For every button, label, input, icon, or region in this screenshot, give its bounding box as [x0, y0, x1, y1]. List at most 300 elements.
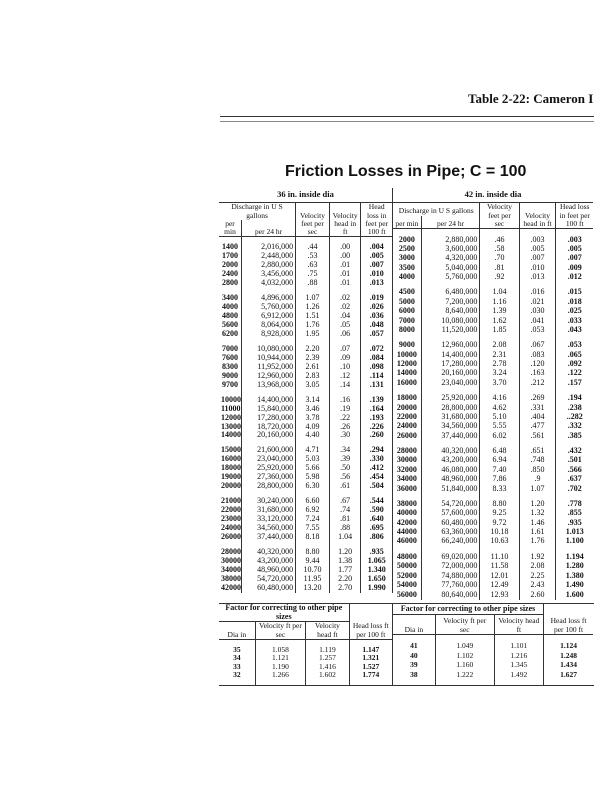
factor-cell: 1.434 [544, 660, 593, 670]
factor-cell: 1.101 [494, 641, 543, 651]
table-cell: .88 [296, 279, 330, 288]
velocity-head-header: Velocity head in ft [329, 203, 361, 237]
table-cell: .260 [361, 431, 393, 440]
table-cell: 51,840,000 [421, 484, 480, 493]
factor-cell: 1.248 [544, 651, 593, 661]
factor-head-loss-header: Head loss ft per 100 ft [544, 604, 593, 635]
table-cell: 6.48 [480, 447, 519, 456]
table-cell: 12.49 [480, 580, 519, 589]
correction-factor-table [393, 604, 593, 686]
table-row [393, 254, 593, 263]
page-title: Friction Losses in Pipe; C = 100 [285, 163, 527, 180]
head-loss-header: Head loss in feet per 100 ft [361, 203, 393, 237]
table-row [219, 431, 393, 440]
table-cell: 6000 [398, 306, 415, 316]
table-row [219, 330, 393, 339]
table-cell: 1.61 [519, 528, 556, 537]
table-cell: 48,960,000 [421, 475, 480, 484]
table-cell: 7.86 [480, 475, 519, 484]
table-cell: 7000 [222, 343, 239, 353]
table-cell: .501 [556, 456, 593, 465]
table-cell: 12.01 [480, 571, 519, 580]
table-cell: .26 [329, 423, 361, 432]
table-cell: .007 [361, 261, 393, 270]
table-cell: 54,720,000 [242, 575, 296, 584]
table-cell: 11000 [221, 403, 241, 413]
factor-cell: 1.049 [435, 641, 494, 651]
table-cell: 30000 [221, 555, 241, 565]
table-cell: 5,040,000 [421, 263, 480, 272]
table-cell: 11.10 [480, 552, 519, 561]
table-cell: .00 [329, 243, 361, 252]
table-cell: .05 [329, 321, 361, 330]
table-cell: .778 [556, 499, 593, 508]
table-cell: 9.25 [480, 509, 519, 518]
table-cell: .935 [556, 518, 593, 527]
factor-header: Velocity ft per sec [435, 614, 494, 634]
friction-loss-tables [219, 188, 594, 686]
table-cell: .012 [556, 273, 593, 282]
table-cell: 72,000,000 [421, 562, 480, 571]
table-row [219, 533, 393, 542]
table-cell: 2.20 [296, 345, 330, 354]
table-cell: .53 [296, 252, 330, 261]
factor-cell: 1.119 [306, 646, 349, 654]
table-cell: 3.14 [296, 396, 330, 405]
table-cell: .041 [519, 316, 556, 325]
table-cell: .098 [361, 363, 393, 372]
table-row [393, 509, 593, 518]
table-cell: 1.16 [480, 297, 519, 306]
table-cell: 1.62 [480, 316, 519, 325]
factor-cell: 1.190 [255, 663, 306, 671]
table-cell: 77,760,000 [421, 580, 480, 589]
table-cell: .30 [329, 431, 361, 440]
table-cell: 25,920,000 [421, 394, 480, 403]
table-cell: .010 [519, 263, 556, 272]
table-cell: 1.380 [556, 571, 593, 580]
table-cell: .003 [519, 235, 556, 244]
table-cell: .61 [329, 482, 361, 491]
table-cell: 6200 [222, 328, 239, 338]
table-cell: .935 [361, 548, 393, 557]
table-cell: .06 [329, 330, 361, 339]
table-cell: 5,760,000 [242, 303, 296, 312]
table-cell: 10.63 [480, 537, 519, 546]
table-row [393, 484, 593, 493]
table-cell: 26000 [221, 531, 241, 541]
table-cell: 1.46 [519, 518, 556, 527]
table-cell: 3.24 [480, 369, 519, 378]
table-row [393, 562, 593, 571]
table-cell: 9000 [398, 340, 415, 350]
table-cell: 60,480,000 [421, 518, 480, 527]
table-cell: 1.04 [480, 288, 519, 297]
factor-row [393, 651, 593, 661]
table-row [393, 307, 593, 316]
factor-caption: Factor for correcting to other pipe sizes [393, 604, 544, 615]
table-cell: 6,480,000 [421, 288, 480, 297]
table-cell: 4000 [398, 272, 415, 282]
table-cell: 60,480,000 [242, 584, 296, 593]
table-cell: 66,240,000 [421, 537, 480, 546]
table-cell: 4.16 [480, 394, 519, 403]
table-cell: 74,880,000 [421, 571, 480, 580]
table-cell: 48000 [396, 551, 417, 561]
table-cell: 4000 [222, 302, 239, 312]
table-cell: 10,080,000 [242, 345, 296, 354]
table-cell: 12,960,000 [421, 341, 480, 350]
table-cell: 54,720,000 [421, 499, 480, 508]
table-cell: 69,020,000 [421, 552, 480, 561]
table-row [393, 422, 593, 431]
table-cell: 1.32 [519, 509, 556, 518]
table-cell: 4.71 [296, 446, 330, 455]
table-cell: .12 [329, 372, 361, 381]
table-cell: .454 [361, 473, 393, 482]
table-cell: 5.10 [480, 412, 519, 421]
table-row [393, 590, 593, 600]
table-cell: 57,600,000 [421, 509, 480, 518]
table-cell: .855 [556, 509, 593, 518]
table-cell: .640 [361, 515, 393, 524]
table-cell: .14 [329, 381, 361, 390]
table-cell: .544 [361, 497, 393, 506]
table-cell: 80,640,000 [421, 590, 480, 600]
table-row [393, 378, 593, 387]
table-cell: .70 [480, 254, 519, 263]
table-cell: 23000 [221, 514, 241, 524]
table-cell: 42000 [396, 517, 417, 527]
table-cell: .269 [519, 394, 556, 403]
table-cell: 2,016,000 [242, 243, 296, 252]
table-cell: .005 [519, 244, 556, 253]
table-cell: 10000 [396, 349, 417, 359]
table-cell: .477 [519, 422, 556, 431]
factor-cell: 1.121 [255, 654, 306, 662]
table-cell: 4500 [398, 287, 415, 297]
table-cell: 14000 [221, 430, 241, 440]
top-rule [220, 116, 594, 117]
table-cell: 12000 [396, 359, 417, 369]
table-cell: 28000 [221, 546, 241, 556]
table-cell: 2.83 [296, 372, 330, 381]
friction-table [219, 188, 393, 593]
table-cell: .81 [480, 263, 519, 272]
table-cell: 6,912,000 [242, 312, 296, 321]
table-cell: 34,560,000 [421, 422, 480, 431]
table-cell: 2.25 [519, 571, 556, 580]
table-cell: 25,920,000 [242, 464, 296, 473]
table-cell: .092 [556, 360, 593, 369]
factor-row [393, 670, 593, 680]
table-row [219, 252, 393, 261]
table-cell: 32000 [396, 464, 417, 474]
table-cell: .504 [361, 482, 393, 491]
table-cell: 16000 [221, 454, 241, 464]
table-cell: .084 [361, 354, 393, 363]
factor-cell: 1.602 [306, 671, 349, 679]
table-cell: 8,928,000 [242, 330, 296, 339]
table-cell: 3,456,000 [242, 270, 296, 279]
table-cell: 30000 [396, 455, 417, 465]
discharge-header: Discharge in U S gallons [231, 202, 283, 220]
table-cell: .702 [556, 484, 593, 493]
table-cell: 10,080,000 [421, 316, 480, 325]
table-cell: .057 [361, 330, 393, 339]
table-cell: .065 [556, 350, 593, 359]
table-cell: 18000 [396, 393, 417, 403]
table-cell: 8.18 [296, 533, 330, 542]
table-cell: 43,200,000 [242, 557, 296, 566]
table-cell: 28,800,000 [421, 403, 480, 412]
table-cell: 4800 [222, 311, 239, 321]
velocity-head-header: Velocity head in ft [519, 203, 556, 229]
table-cell: 2.08 [480, 341, 519, 350]
per-min-header: per min [393, 216, 421, 229]
table-cell: .003 [556, 235, 593, 244]
velocity-header: Velocity feet per sec [480, 203, 519, 229]
factor-cell: 1.257 [306, 654, 349, 662]
table-cell: 8000 [398, 324, 415, 334]
table-cell: 38000 [221, 573, 241, 583]
table-cell: .39 [329, 455, 361, 464]
table-cell: 1.04 [329, 533, 361, 542]
table-cell: .561 [519, 431, 556, 440]
table-cell: 5600 [222, 319, 239, 329]
table-cell: 3400 [222, 293, 239, 303]
table-cell: .9 [519, 475, 556, 484]
per-24hr-header: per 24 hr [242, 220, 296, 237]
table-cell: 1700 [222, 251, 239, 261]
table-cell: .331 [519, 403, 556, 412]
table-cell: .010 [361, 270, 393, 279]
discharge-header: Discharge in U S gallons [398, 206, 474, 216]
table-cell: .164 [361, 405, 393, 414]
table-cell: 3000 [398, 253, 415, 263]
factor-cell: 1.147 [349, 646, 392, 654]
table-cell: .157 [556, 378, 593, 387]
table-cell: 46,080,000 [421, 465, 480, 474]
table-cell: .025 [556, 307, 593, 316]
table-cell: 31,680,000 [242, 506, 296, 515]
table-cell: 2000 [222, 260, 239, 270]
correction-factors [219, 603, 594, 687]
table-cell: 56000 [396, 589, 417, 599]
table-cell: 5000 [398, 296, 415, 306]
table-row [393, 244, 593, 253]
table-row [219, 279, 393, 288]
per-min-header: per min [219, 220, 242, 237]
table-cell: .013 [519, 273, 556, 282]
factor-cell: 1.321 [349, 654, 392, 662]
table-cell: 18,720,000 [242, 423, 296, 432]
factor-cell: 32 [233, 669, 241, 679]
table-row [393, 394, 593, 403]
table-cell: .114 [361, 372, 393, 381]
table-cell: 5.66 [296, 464, 330, 473]
table-cell: 17,280,000 [421, 360, 480, 369]
factor-cell: 1.416 [306, 663, 349, 671]
table-row [393, 456, 593, 465]
table-cell: .139 [361, 396, 393, 405]
table-cell: 38000 [396, 498, 417, 508]
table-row [393, 537, 593, 546]
factor-header: Velocity ft per sec [255, 622, 306, 640]
table-cell: 3500 [398, 262, 415, 272]
table-cell: .806 [361, 533, 393, 542]
table-cell: 1.38 [329, 557, 361, 566]
factor-cell: 1.527 [349, 663, 392, 671]
table-cell: 34000 [221, 564, 241, 574]
table-cell: .163 [519, 369, 556, 378]
per-24hr-header: per 24 hr [421, 216, 480, 229]
table-cell: .007 [556, 254, 593, 263]
table-cell: 7.55 [296, 524, 330, 533]
table-cell: 2000 [398, 234, 415, 244]
table-cell: 5,760,000 [421, 273, 480, 282]
table-cell: .007 [519, 254, 556, 263]
table-row [219, 243, 393, 252]
factor-header: Dia in [219, 622, 255, 640]
table-cell: 1.85 [480, 325, 519, 334]
table-cell: 2.78 [480, 360, 519, 369]
table-cell: 2.20 [329, 575, 361, 584]
table-cell: 12.93 [480, 590, 519, 600]
table-cell: 23,040,000 [421, 378, 480, 387]
table-cell: 7000 [398, 315, 415, 325]
table-cell: .226 [361, 423, 393, 432]
factor-cell: 33 [233, 661, 241, 671]
factor-cell: 1.124 [544, 641, 593, 651]
table-cell: 33,120,000 [242, 515, 296, 524]
table-cell: .009 [556, 263, 593, 272]
table-cell: .194 [556, 394, 593, 403]
table-cell: 24000 [221, 523, 241, 533]
table-cell: 2.60 [519, 590, 556, 600]
table-cell: 9.44 [296, 557, 330, 566]
factor-cell: 40 [410, 650, 418, 660]
table-cell: .120 [519, 360, 556, 369]
table-cell: .44 [296, 243, 330, 252]
table-cell: 3.78 [296, 414, 330, 423]
table-cell: 2400 [222, 269, 239, 279]
factor-cell: 1.058 [255, 646, 306, 654]
factor-cell: 38 [410, 669, 418, 679]
table-cell: 8300 [222, 361, 239, 371]
table-cell: 7.40 [480, 465, 519, 474]
table-cell: 1.600 [556, 590, 593, 600]
factor-cell: 1.492 [494, 670, 543, 680]
table-cell: 4,032,000 [242, 279, 296, 288]
table-cell: .412 [361, 464, 393, 473]
table-cell: 1.100 [556, 537, 593, 546]
table-cell: 40,320,000 [242, 548, 296, 557]
table-cell: 8,064,000 [242, 321, 296, 330]
table-cell: 1.26 [296, 303, 330, 312]
table-cell: 1.07 [519, 484, 556, 493]
table-row [393, 273, 593, 282]
table-cell: 52000 [396, 570, 417, 580]
table-cell: .053 [519, 325, 556, 334]
table-cell: 8.33 [480, 484, 519, 493]
table-cell: 3.46 [296, 405, 330, 414]
table-cell: .067 [519, 341, 556, 350]
table-cell: 1.95 [296, 330, 330, 339]
table-cell: 2,880,000 [242, 261, 296, 270]
table-cell: .63 [296, 261, 330, 270]
table-cell: .330 [361, 455, 393, 464]
table-row [219, 381, 393, 390]
factor-row [219, 671, 393, 679]
table-cell: 13.20 [296, 584, 330, 593]
table-cell: 6.30 [296, 482, 330, 491]
table-cell: 5.03 [296, 455, 330, 464]
main-tables [219, 188, 594, 599]
table-cell: .053 [556, 341, 593, 350]
table-cell: .46 [480, 235, 519, 244]
factor-caption: Factor for correcting to other pipe sizes [219, 604, 349, 622]
table-cell: ..282 [556, 412, 593, 421]
table-cell: 1.39 [480, 307, 519, 316]
table-cell: 13000 [221, 421, 241, 431]
table-cell: .74 [329, 506, 361, 515]
table-cell: 34000 [396, 474, 417, 484]
table-cell: .56 [329, 473, 361, 482]
table-cell: 46000 [396, 536, 417, 546]
table-cell: 36000 [396, 483, 417, 493]
table-cell: 21,600,000 [242, 446, 296, 455]
table-cell: 42000 [221, 582, 241, 592]
table-cell: 7600 [222, 352, 239, 362]
table-cell: 10,944,000 [242, 354, 296, 363]
table-cell: .04 [329, 312, 361, 321]
table-cell: 14,400,000 [242, 396, 296, 405]
factor-cell: 1.266 [255, 671, 306, 679]
table-cell: .07 [329, 345, 361, 354]
table-cell: .122 [556, 369, 593, 378]
table-cell: 2.31 [480, 350, 519, 359]
table-cell: 11,952,000 [242, 363, 296, 372]
table-cell: 1.194 [556, 552, 593, 561]
table-cell: 16000 [396, 377, 417, 387]
table-cell: .294 [361, 446, 393, 455]
table-cell: 43,200,000 [421, 456, 480, 465]
table-cell: 2800 [222, 278, 239, 288]
table-cell: .016 [519, 288, 556, 297]
table-cell: 31,680,000 [421, 412, 480, 421]
table-cell: 1.013 [556, 528, 593, 537]
table-cell: 20000 [221, 481, 241, 491]
table-cell: .748 [519, 456, 556, 465]
table-cell: 9000 [222, 370, 239, 380]
table-cell: 4,896,000 [242, 294, 296, 303]
table-cell: .58 [480, 244, 519, 253]
table-cell: 14,400,000 [421, 350, 480, 359]
table-cell: 12,960,000 [242, 372, 296, 381]
table-cell: 6.94 [480, 456, 519, 465]
table-cell: .75 [296, 270, 330, 279]
table-cell: 54000 [396, 579, 417, 589]
factor-header: Dia in [393, 614, 435, 634]
table-cell: 50000 [396, 561, 417, 571]
table-cell: .043 [556, 325, 593, 334]
table-cell: .332 [556, 422, 593, 431]
table-cell: 12000 [221, 412, 241, 422]
table-row [393, 369, 593, 378]
correction-factor-table [219, 604, 393, 686]
table-cell: .005 [361, 252, 393, 261]
